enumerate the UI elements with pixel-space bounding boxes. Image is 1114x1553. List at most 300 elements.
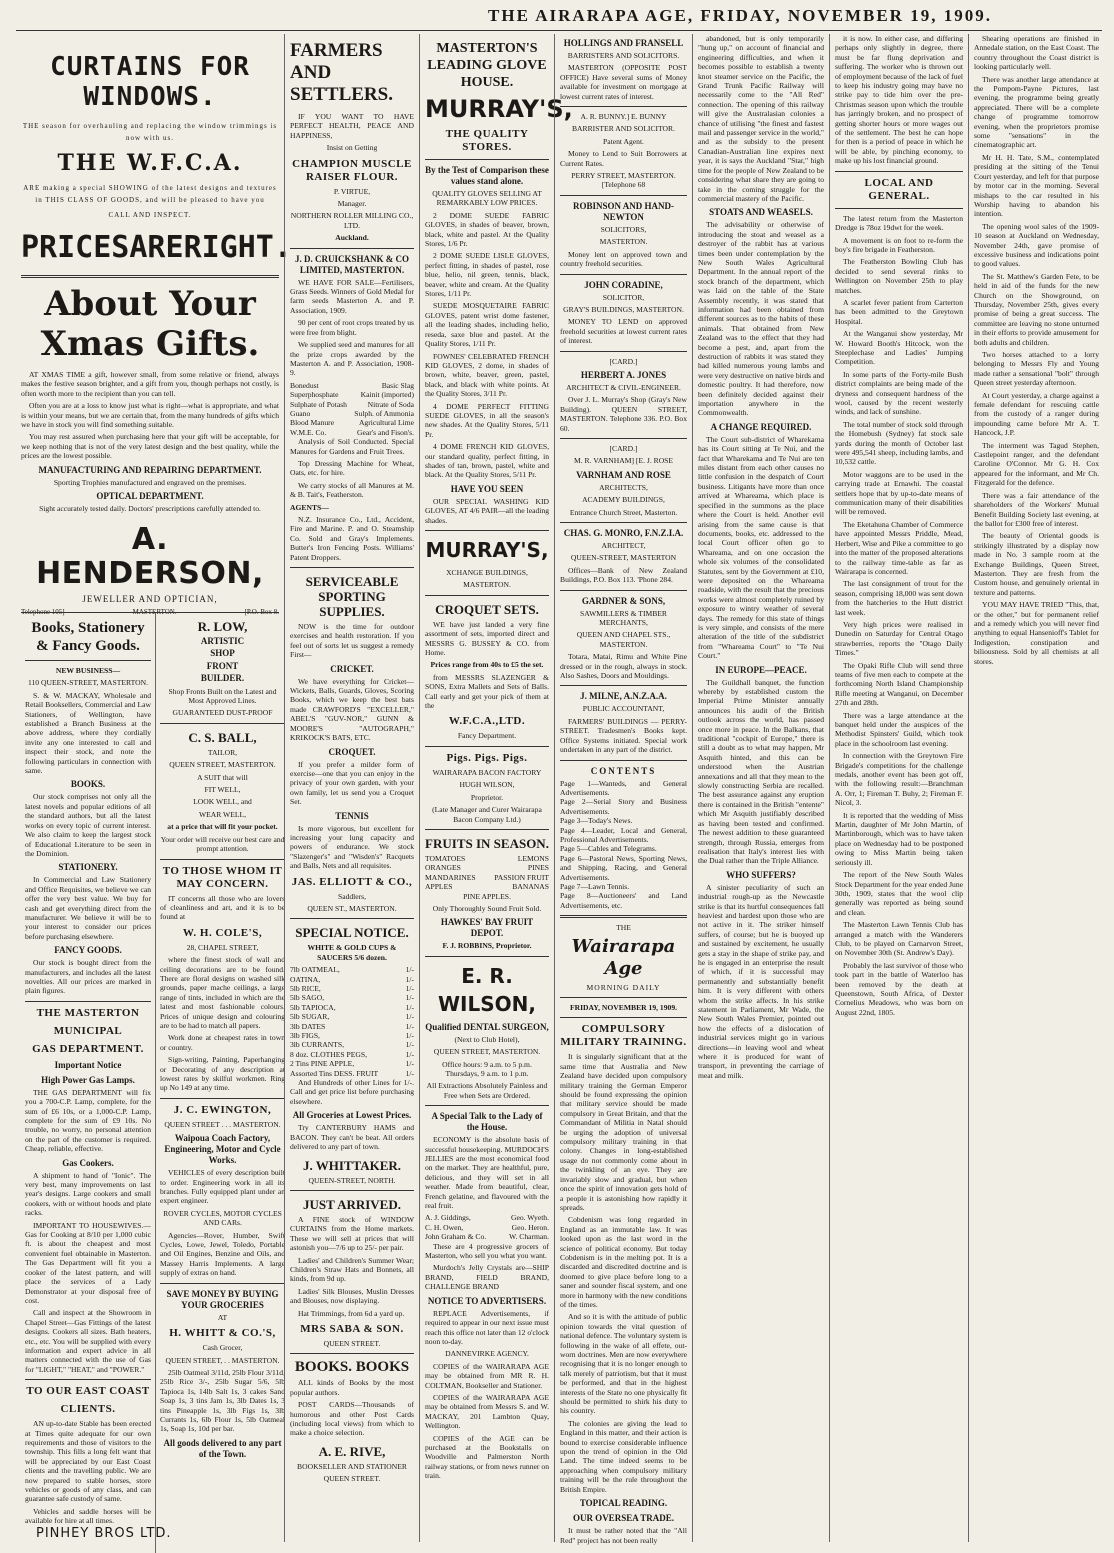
copies-text: COPIES of the WAIRARAPA AGE may be obtained from Messrs S. and W. MACKAY, 201 Lambton Quay, Wellington. — [425, 1392, 549, 1431]
list-item — [425, 873, 549, 882]
xmas-text-2: Often you are at a loss to know just what is right—what is appropriate, and what is within your means, but we are certain that, from the many hundreds of gifts which we have in stock you will find something suitable. — [21, 401, 279, 430]
list-item-left: W.M.E. Co. — [290, 427, 327, 437]
divider — [560, 590, 687, 591]
list-item-left: Bonedust — [290, 380, 319, 390]
divider — [425, 829, 549, 830]
henderson-box: [P.O. Box 8. — [244, 607, 279, 616]
column-2 — [284, 34, 419, 1542]
queen-street-address: 110 QUEEN-STREET, MASTERTON. — [27, 678, 149, 688]
wfca-text: ARE making a special SHOWING of the latest designs and textures in THIS CLASS OF GOODS, and will be pleased to have you — [23, 184, 277, 204]
list-item — [425, 882, 549, 891]
divider — [835, 171, 963, 172]
suit-line-3: LOOK WELL, and — [193, 797, 252, 807]
gardner-text: Totara, Matai, Rimu and White Pine dressed or in the rough, always in stock. Also Sashes, Doors and Mouldings. — [560, 652, 687, 681]
divider — [290, 1353, 414, 1354]
wilson-heading: E. R. WILSON, — [438, 963, 536, 1016]
croquet-heading: CROQUET. — [328, 746, 376, 757]
whittaker-address: QUEEN-STREET, NORTH. — [308, 1175, 396, 1185]
list-item: Page 7—Lawn Tennis. — [560, 881, 630, 891]
prices-word-3: RIGHT. — [183, 230, 292, 265]
list-item-right: W. Charman. — [508, 1232, 549, 1242]
ewington-text: VEHICLES of every description built to order. Engineering work in all its branches. Fully equipped plant under an expert engineer. — [160, 1168, 285, 1206]
gas-text-4: Call and inspect at the Showroom in Chapel Street—Gas Fittings of the latest designs. Cookers all sizes. Bath heaters, etc., etc. You will be supplied with every information and expert advice in all matters connected with the use of Gas for "LIGHT," "HEAT," and "POWER." — [25, 1308, 151, 1374]
news-item: The beauty of Oriental goods is strikingly illustrated by a display now made in No. 3 sample room at the Exchange Buildings, Queen Street, Masterton. They are fresh from the Custom house, and genuinely oriental in texture and patterns. — [974, 531, 1099, 597]
auckland: Auckland. — [335, 233, 369, 243]
news-item: The Masterton Lawn Tennis Club has arranged a match with the Wanderers Club, to be played on Carnarvon Street, on November 30th (St. Andrew's Day). — [835, 920, 963, 958]
croquet-sets-text: WE have just landed a very fine assortment of sets, imported direct and MESSRS G. BUSSEY & CO. from Home. — [425, 619, 549, 658]
w-f-c-a-advert — [21, 52, 292, 616]
list-item — [425, 863, 549, 872]
hollings-text: MASTERTON (OPPOSITE POST OFFICE) Have several sums of Money available for investment on mortgage at lowest current rates of interest. — [560, 63, 687, 101]
list-item-price: 1/- — [405, 1021, 414, 1031]
whitt-trade: Cash Grocer, — [202, 1343, 243, 1353]
list-item-left: John Graham & Co. — [425, 1232, 487, 1242]
stoats-text: The advisability or otherwise of introducing the stoat and weasel as a destroyer of the rabbit has at various times been under contemplation by the New South Wales Agricultural Department. In the annual report of the stock branch of the department, which was laid on the table of the State Assembly recently, it was stated that information had been obtained from different sources as to the habits of these animals. That obtained from New Zealand was to the effect that they had become a pest, and, apart from the destruction of rabbits it was stated they had killed numerous young lambs and were very destructive on native birds and domestic poultry. It had therefore, now been definitely decided against their importation anywhere in the Commonwealth. — [698, 220, 824, 418]
curtains-text: THE season for overhauling and replacing the window trimmings is now with us. — [22, 122, 278, 142]
column-5 — [692, 34, 829, 1542]
list-item — [290, 984, 414, 993]
list-item-left: MANDARINES — [425, 872, 476, 882]
divider — [425, 159, 549, 160]
delivered-line: All goods delivered to any part of the Town. — [163, 1437, 282, 1459]
milne-trade: PUBLIC ACCOUNTANT, — [582, 704, 665, 714]
list-item — [425, 854, 549, 863]
elliott-trade: Saddlers, — [337, 891, 367, 901]
rive-heading: A. E. RIVE, — [318, 1443, 386, 1459]
special-notice-heading: SPECIAL NOTICE. — [295, 925, 409, 941]
bunny-trade: BARRISTER AND SOLICITOR. — [571, 124, 676, 134]
ball-address: QUEEN STREET, MASTERTON. — [169, 760, 276, 770]
ball-heading: C. S. BALL, — [188, 729, 257, 745]
manufacturing-text: Sporting Trophies manufactured and engraved on the premises. — [53, 477, 247, 487]
divider — [560, 438, 687, 439]
list-item — [290, 418, 414, 427]
fertiliser-list — [290, 381, 414, 437]
virtue-title: Manager. — [337, 199, 367, 209]
bunny-text: Money to Lend to Suit Borrowers at Current Rates. — [560, 149, 687, 168]
suffers-text: A sinister peculiarity of such an industrial rough-up as the Newcastle strike is that its hurtful consequences fall heaviest and hardest upon those who are not active in it. The striker himself suffers, of course; but he is buoyed up and sustained by excitement, he usually gets a stay in the shape of strike pay, and he is engaged in an enterprise the result of which, if it is successful may permanently and substantially benefit him. It is very different with others whom the strike affects. In his strike statement in Parliament, Mr Wade, the New South Wales Premier, pointed out how the effects of a dislocation of industrial services might go in various directions—in leaving wool and wheat where it is produced for want of transport, in preventing the carriage of meat and milk. — [698, 882, 824, 1080]
news-item: Probably the last survivor of those who took part in the battle of Waterloo has been removed by the death at Queenstown, South Africa, of Dexter Cornelius Meadows, who was born on August 22nd, 1805. — [835, 960, 963, 1017]
news-item: There was a fair attendance of the shareholders of the Workers' Mutual Benefit Building Society last evening, at the ballot for £300 free of interest. — [974, 490, 1099, 528]
divider — [560, 195, 687, 196]
just-arrived-text-2: Ladies' and Children's Summer Wear; Children's Straw Hats and Bonnets, all kinds, from 9d up. — [290, 1255, 414, 1284]
special-text-2: And Hundreds of other Lines for 1/-. Call and get price list before purchasing elsewhere. — [290, 1078, 414, 1106]
waipoua-heading: Waipoua Coach Factory, Engineering, Motor and Cycle Works. — [164, 1133, 281, 1166]
gas-heading-3: GAS DEPARTMENT. — [32, 1042, 144, 1055]
henderson-trade: JEWELLER AND OPTICIAN, — [82, 594, 218, 605]
list-item-left: ORANGES — [425, 863, 461, 873]
news-item: The opening wool sales of the 1909-10 season at Auckland on Wednesday, November 24th, gave promise of excessive business and indications point to good values. — [974, 221, 1099, 269]
list-item-name: 7lb OATMEAL, — [290, 965, 340, 975]
books-subheading: BOOKS. — [70, 779, 106, 790]
list-item — [425, 1223, 549, 1232]
croquet-sets-text-3: from MESSRS SLAZENGER & SONS, Extra Mallets and Sets of Balls. Call early and get your pick of them at the — [425, 672, 549, 711]
varnham-heading: VARNHAM AND ROSE — [576, 469, 671, 480]
list-item-price: 1/- — [405, 965, 414, 975]
divider — [160, 1098, 285, 1099]
news-item: The last consignment of trout for the season, comprising 18,000 was sent down from the hatcheries to the Hutt district last week. — [835, 579, 963, 617]
pigs-heading: Pigs. Pigs. Pigs. — [446, 751, 528, 764]
list-item-right: PINES — [527, 863, 549, 873]
suit-line-4: WEAR WELL, — [198, 809, 247, 819]
prices-word-1: PRICES — [21, 230, 130, 265]
news-item: In some parts of the Forty-mile Bush district complaints are being made of the dryness and consequent hardness of the wool, caused by the recent westerly winds, and lack of sunshine. — [835, 369, 963, 417]
save-money-heading: SAVE MONEY BY BUYING YOUR GROCERIES — [166, 1288, 279, 1310]
whittaker-heading: J. WHITTAKER. — [302, 1157, 402, 1173]
dust-proof: GUARANTEED DUST-PROOF — [172, 708, 273, 718]
news-item: Shearing operations are finished in Annedale station, on the East Coast. The country throughout the Coast district is looking particularly well. — [974, 34, 1099, 72]
glove-item: 2 DOME SUEDE FABRIC GLOVES, in shades of beaver, brown, black, white and pastel. At the Quality Stores, 1/6 Pr. — [425, 210, 549, 249]
concern-text: IT concerns all those who are lovers of cleanliness and art, and it is to be found at — [160, 893, 285, 922]
just-arrived-text-4: Hat Trimmings, from 6d a yard up. — [298, 1308, 405, 1318]
low-heading: R. LOW, — [197, 619, 248, 634]
news-item: The Eketahuna Chamber of Commerce have appointed Messrs Priddle, Mead, Herbert, Wise and Pike a committee to go into the matter of the proposed alterations to the railway time-table as far as Wairarapa is concerned. — [835, 519, 963, 576]
compulsory-heading: COMPULSORY MILITARY TRAINING. — [560, 1023, 687, 1049]
murrays-address: MASTERTON. — [463, 580, 511, 590]
tennis-heading: TENNIS — [335, 810, 369, 821]
news-item: The interment was Tagud Stephen, Castlepoint ranger, and the defendant Caroline O'Connor. Mr G. H. Cox appeared for the informant, and Mr Ch. Fitzgerald for the defence. — [974, 440, 1099, 488]
list-item: Page 6—Pastoral News, Sporting News, and Shipping, Racing, and General Advertisements. — [560, 853, 687, 882]
europe-text: The Guildhall banquet, the function whereby by established custom the Imperial Prime Minister annually announces his audit of the British outlook across the world, has passed once more in peace. In the Balkans, that traditional "cockpit of Europe," there is still a doubt as to what may happen, Mr Asquith hinted, and this can be understood when the Austrian annexations and all that they mean to the slowly constructing Serbia are recalled. The best assurance against any eruption there is contained in the British "entente" which Mr Asquith justifiably described as having been tested and confirmed. The newest addition to these guaranteed strength, through Russia, emerges from realisation that Italy's interest lies with the Dual rather than the Triple Alliance. — [698, 677, 824, 866]
list-item — [290, 1012, 414, 1021]
list-item-right: LEMONS — [517, 853, 549, 863]
list-item-name: 5lb TAPIOCA, — [290, 1002, 336, 1012]
divider — [560, 106, 687, 107]
list-item-name: 3lb DATES — [290, 1021, 326, 1031]
special-text-3: Try CANTERBURY HAMS and BACON. They can't be beat. All orders delivered to any part of town. — [290, 1123, 414, 1152]
special-cups: WHITE & GOLD CUPS & SAUCERS 5/6 dozen. — [307, 943, 397, 962]
lowest-prices: All Groceries at Lowest Prices. — [292, 1110, 412, 1121]
divider — [560, 997, 687, 998]
divider — [25, 1001, 151, 1002]
news-item: Two horses attached to a lorry belonging to Messrs Fly and Young made rather a sensational "bolt" through Queen street yesterday afternoon. — [974, 350, 1099, 388]
glove-item: 4 DOME PERFECT FITTING SUEDE GLOVES, in all the season's new shades. At the Quality Stores, 5/11 Pr. — [425, 401, 549, 439]
list-item — [290, 1069, 414, 1078]
monro-trade: ARCHITECT, — [601, 541, 646, 550]
list-item: Page 4—Leader, Local and General, Professional Advertisements. — [560, 825, 687, 844]
masthead: THE AIRARAPA AGE, FRIDAY, NOVEMBER 19, 1909. — [488, 6, 992, 25]
postcards-text: POST CARDS—Thousands of humorous and other Post Cards (including local views) from which to make a choice selection. — [290, 1400, 414, 1438]
list-item-left: C. H. Owen, — [425, 1222, 464, 1232]
notice-text: REPLACE Advertisements, if required to appear in our next issue must reach this office not later than 12 o'clock noon to-day. — [425, 1308, 549, 1346]
xmas-text-3: You may rest assured when purchasing here that your gift will be acceptable, for we keep nothing that is not of the very latest design and the best quality, while the prices are the lowest possible. — [21, 432, 279, 461]
comparison-heading: By the Test of Comparison these values stand alone. — [425, 165, 549, 186]
stationery-text: In Commercial and Law Stationery and Office Requisites, we believe we can offer the very best value. We buy for cash and get everything direct from the manufacturer. We believe it will be to your interest to consider our prices before purchasing elsewhere. — [25, 875, 151, 941]
news-item: YOU MAY HAVE TRIED "This, that, or the other," but for permanent relief and a remedy which you will never find anything to equal Hansenioff's Tablet for Indigestion, constipation and biliousness. Sold by all chemists at all stores. — [974, 600, 1099, 666]
paper-title: Wairarapa Age — [571, 935, 676, 979]
cruickshank-text-3: We supplied seed and manures for all the prize crops awarded by the Masterton A. and P. Association, 1908-9. — [290, 340, 414, 378]
perry-street: PERRY STREET, MASTERTON. [Telephone 68 — [571, 171, 676, 190]
divider — [560, 274, 687, 275]
bunny-names: A. R. BUNNY.] E. BUNNY — [580, 112, 667, 122]
list-item-price: 1/- — [405, 1012, 414, 1022]
hugh-wilson: HUGH WILSON, — [459, 780, 515, 790]
east-coast-text-2: Vehicles and saddle horses will be available for hire at all times. — [25, 1506, 151, 1526]
list-item: Page 2—Serial Story and Business Advertisements. — [560, 797, 687, 816]
grocer-list — [425, 1213, 549, 1241]
xmas-heading: About Your Xmas Gifts. — [40, 284, 260, 364]
concern-heading: TO THOSE WHOM IT MAY CONCERN. — [162, 864, 283, 890]
whitt-address: QUEEN STREET, . . MASTERTON. — [165, 1355, 280, 1365]
east-coast-heading-2: CLIENTS. — [60, 1403, 116, 1416]
column-7 — [968, 34, 1104, 1542]
rive-trade: BOOKSELLER AND STATIONER — [297, 1461, 407, 1471]
divider — [160, 859, 285, 860]
hollings-heading: HOLLINGS AND FRANSELL — [563, 38, 684, 48]
divider — [290, 1190, 414, 1191]
list-item: Page 1—Wanteds, and General Advertisements. — [560, 778, 687, 797]
robbins: F. J. ROBBINS, Proprietor. — [442, 941, 532, 951]
news-item: Mr H. H. Tate, S.M., contemplated presiding at the sitting of the Tenui Court yesterday, and left for that purpose by motor car in the morning. Several mishaps to the car resulted in his Worship having to abandon his intention. — [974, 152, 1099, 219]
henderson-town: MASTERTON. — [132, 607, 177, 616]
special-talk-heading: A Special Talk to the Lady of the House. — [431, 1111, 543, 1133]
news-item: The Featherston Bowling Club has decided to send several rinks to Wellington on November 25th to play matches. — [835, 257, 963, 295]
list-item-price: 1/- — [405, 974, 414, 984]
divider — [425, 595, 549, 596]
manufacturing-heading: MANUFACTURING AND REPAIRING DEPARTMENT. — [38, 464, 262, 475]
list-item-name: 8 doz. CLOTHES PEGS, — [290, 1049, 367, 1059]
elliott-address: QUEEN ST., MASTERTON. — [307, 903, 397, 913]
saba-heading: MRS SABA & SON. — [300, 1322, 404, 1335]
local-general-heading: LOCAL AND GENERAL. — [864, 176, 934, 202]
high-power-lamps: High Power Gas Lamps. — [41, 1074, 135, 1085]
compulsory-text-3: And so it is with the attitude of public opinion towards the vital question of national defence. The voluntary system is following in the wake of all effete, out-worn doctrines. Men are now everywhere recognising that it is no longer enough to talk merely of patriotism, but that it must be performed, and that in the highest interests of the State no one physically fit should be permitted to shirk his duty to his country. — [560, 1312, 687, 1416]
list-item-price: 1/- — [405, 1002, 414, 1012]
list-item-name: 5lb SUGAR, — [290, 1012, 330, 1022]
academy-address: Entrance Church Street, Masterton. — [569, 507, 678, 517]
divider — [425, 530, 549, 531]
pine-apples: PINE APPLES. — [463, 891, 511, 901]
divider — [21, 275, 279, 278]
compulsory-text-4: The colonies are giving the lead to England in this matter, and their action is bound to exercise considerable influence upon the trend of opinion in the Old Land. The time indeed seems to be approaching when compulsory military training will be the rule throughout the British Empire. — [560, 1418, 687, 1494]
elliott-heading: JAS. ELLIOTT & CO., — [291, 875, 413, 888]
agents-text: N.Z. Insurance Co., Ltd., Accident, Fire and Marine. P. and O. Steamship Co. Sold and Gray's Implements. Butter's Iron Fencing Posts. Williams' Patent Droppers. — [290, 515, 414, 562]
coradine-address: GRAY'S BUILDINGS, MASTERTON. — [563, 304, 684, 314]
news-item: The Opaki Rifle Club will send three teams of five men each to compete at the forthcoming North Island Championship Rifle meeting at Wanganui, on December 27th and 28th. — [835, 660, 963, 708]
list-item-right: Sulph. of Ammonia — [354, 408, 414, 418]
change-text: The Court sub-district of Wharekama has its Court sitting at Te Nui, and the fact that Wharekama and Te Nui are ten miles distant from each other causes no little confusion in the despatch of Court business. Litigants have more than once arrived at Whareama, which place is specified in the summons as the place where the Court is held. Another evil arising from the same cause is that documents, books, etc. addressed to the local Court officer often go to Whareama, and on one occasion the whole six volumes of the consolidated Statutes, sent by the Government at £10, were deposited on the Whareama roadside, with the result that the precious works were almost completely ruined by exposure to wintry weather of several days. The remedy for this state of things is very simple, and consists of the mere alteration of the title of the subdistrict from "Whareama Court" to "Te Nui Court." — [698, 434, 824, 661]
list-item — [290, 428, 414, 437]
list-item — [290, 1022, 414, 1031]
robinson-text: Money lent on approved town and country freehold securities. — [560, 249, 687, 269]
henderson-name: A. HENDERSON, — [36, 522, 264, 592]
cruickshank-text-2: 90 per cent of root crops treated by us were free from blight. — [290, 318, 414, 337]
gas-heading-1: THE MASTERTON — [36, 1006, 140, 1019]
list-item-right: Geo. Wyeth. — [511, 1213, 549, 1223]
list-item-name: 2 Tins PINE APPLE, — [290, 1059, 355, 1069]
list-item-right: Geo. Heron. — [511, 1222, 549, 1232]
grocery-list — [290, 965, 414, 1078]
list-item-price: 1/- — [405, 1049, 414, 1059]
divider — [290, 248, 414, 249]
just-arrived-text-3: Ladies' Silk Blouses, Muslin Dresses and Blouses, now displaying. — [290, 1286, 414, 1306]
stationery-subheading: STATIONERY. — [58, 862, 118, 873]
east-coast-heading-1: TO OUR EAST COAST — [26, 1385, 150, 1398]
champion-flour: CHAMPION MUSCLE RAISER FLOUR. — [292, 157, 412, 183]
list-item — [290, 993, 414, 1002]
list-item-name: 5lb RICE, — [290, 984, 321, 993]
news-item: The total number of stock sold through the Homebush (Sydney) fat stock sale yards during the month of October last were 495,541 sheep, including lambs, and 10,532 cattle. — [835, 419, 963, 467]
list-item-right: Nitrate of Soda — [367, 399, 414, 409]
list-item — [290, 1031, 414, 1040]
glove-item: SUEDE MOSQUETAIRE FABRIC GLOVES, patent wrist dome fastener, all the leading shades, including helio, reseda, saxe blue and pastel. At the Quality Stores, 1/11 Pr. — [425, 301, 549, 349]
ball-trade: TAILOR, — [207, 747, 238, 757]
list-item — [290, 1059, 414, 1068]
divider — [560, 522, 687, 523]
bacon-factory: WAIRARAPA BACON FACTORY — [432, 767, 542, 777]
divider — [560, 351, 687, 352]
whitt-heading: H. WHITT & CO.'S, — [169, 1327, 276, 1340]
sporting-text: NOW is the time for outdoor exercises and health restoration. If you feel out of sorts let us suggest a remedy First— — [290, 622, 414, 660]
rive-address: QUEEN STREET. — [323, 1474, 381, 1484]
milne-text: FARMERS' BUILDINGS — PERRY-STREET. Tradesmen's Books kept. Office Systems initiated. Special work undertaken in any part of the district. — [560, 716, 687, 755]
special-talk-text-3: Murdoch's Jelly Crystals are—SHIP BRAND, FIELD BRAND, CHALLENGE BRAND — [425, 1263, 549, 1292]
have-you-seen: HAVE YOU SEEN — [450, 483, 524, 494]
list-item — [290, 965, 414, 974]
contents-list — [560, 779, 687, 911]
divider — [560, 915, 687, 918]
northern-milling: NORTHERN ROLLER MILLING CO., LTD. — [290, 211, 414, 230]
save-at: AT — [217, 1312, 228, 1322]
list-item-price: 1/- — [405, 1040, 414, 1050]
cruickshank-text-4: Analysis of Soil Conducted. Special Manures for Gardens and Fruit Trees. — [290, 437, 414, 456]
news-item: It is reported that the wedding of Miss Martin, daughter of Mr John Martin, of Martinborough, which was to have taken place on Wednesday had to be postponed owing to Miss Martin being taken seriously ill. — [835, 810, 963, 867]
murrays-heading-2: MURRAY'S, — [425, 538, 549, 562]
strike-continued: it is now. In either case, and differing perhaps only slightly in degree, there must be far flung deprivation and suffering. The worker who is thrown out of employment because of the lack of fuel to keep his industry going may have no strike pay to tide him over the pre-Christmas season upon which the trouble has jarringly broken, and no prospect of getting shorter hours or more wages out of the settlement. The best he can hope for then is a period of peace in which he will be able, by pinching economy, to make up his lost financial ground. — [835, 34, 963, 166]
cruickshank-heading: J. D. CRUICKSHANK & CO LIMITED, MASTERTON. — [294, 253, 409, 275]
list-item-left: Sulphate of Potash — [290, 399, 347, 409]
gardner-heading: GARDNER & SONS, — [581, 595, 666, 606]
list-item-right: Agricultural Lime — [358, 418, 414, 428]
robinson-trade: SOLICITORS, — [600, 224, 647, 234]
divider — [835, 208, 963, 209]
fruit-list — [425, 854, 549, 892]
dental-surgeon: Qualified DENTAL SURGEON, — [425, 1021, 549, 1032]
low-line-4: BUILDER. — [200, 673, 245, 684]
glove-item: 2 DOME SUEDE LISLE GLOVES, perfect fitting, in shades of pastel, rose blue, helio, nil green, tennis, black, beaver, white and cream. At the Quality Stores, 1/11 Pr. — [425, 251, 549, 299]
news-item: Motor waggons are to be used in the carrying trade at Ernawhi. The coastal settlers hope that by up-to-date means of communication many of their disabilities will be removed. — [835, 469, 963, 517]
list-item-right: PASSION FRUIT — [494, 872, 549, 882]
optical-heading: OPTICAL DEPARTMENT. — [96, 491, 204, 502]
column-3 — [419, 34, 573, 1542]
contents-heading: CONTENTS — [590, 765, 657, 776]
coradine-text: MONEY TO LEND on approved freehold securities at lowest current rates of interest. — [560, 317, 687, 346]
cole-text-3: Sign-writing, Painting, Paperhanging or Decorating of any description at lowest rates by skilful workmen. Ring up No 149 at any time. — [160, 1055, 285, 1093]
card-label: [CARD.] — [609, 443, 638, 453]
books-stationery-heading: Books, Stationery & Fancy Goods. — [31, 620, 145, 654]
jones-trade: ARCHITECT & CIVIL-ENGINEER. — [566, 382, 681, 392]
murrays-heading: MURRAY'S, — [425, 95, 573, 123]
column-1-lower — [21, 612, 285, 1553]
topical-heading: TOPICAL READING. — [579, 1498, 668, 1509]
divider — [425, 1105, 549, 1106]
divider — [160, 723, 285, 724]
list-item-left: Superphosphate — [290, 390, 339, 400]
agents-label: AGENTS— — [290, 502, 329, 512]
stoats-heading: STOATS AND WEASELS. — [709, 207, 813, 218]
ewington-heading: J. C. EWINGTON, — [173, 1103, 272, 1116]
gas-cookers-heading: Gas Cookers. — [62, 1157, 114, 1168]
books-heading: BOOKS. BOOKS — [294, 1359, 410, 1376]
list-item — [425, 1213, 549, 1222]
compulsory-text-1: It is singularly significant that at the same time that Australia and New Zealand have decided upon compulsory military training the German Emperor should be found expressing the opinion that military service should be made compulsory in Great Britain, and that the Commandant of Militia in Natal should be urging the adoption of universal compulsory military training in that colony. Changes in long-established usage do not commonly come about in the twinkling of an eye. They are invariably slow and gradual, but when once the spirit of innovation gets hold of a people it is astonishing how rapidly it spreads. — [560, 1052, 687, 1212]
list-item — [290, 409, 414, 418]
copies-text-2: COPIES of the AGE can be purchased at the Bookstalls on Woodville and Palmerston North railway stations, or from news runner on train. — [425, 1433, 549, 1481]
varnham-names: M. R. VARNHAM] [E. J. ROSE — [573, 456, 674, 466]
list-item-left: APPLES — [425, 882, 453, 892]
dateline: FRIDAY, NOVEMBER 19, 1909. — [569, 1003, 678, 1012]
list-item — [290, 400, 414, 409]
suit-line-1: A SUIT that will — [197, 772, 248, 782]
suit-line-2: FIT WELL, — [204, 785, 241, 795]
jones-heading: HERBERT A. JONES — [580, 369, 667, 380]
croquet-prices: Prices range from 40s to £5 the set. — [430, 660, 544, 670]
rover-heading: ROVER CYCLES, MOTOR CYCLES AND CARs. — [163, 1208, 282, 1228]
list-item: Page 8—Auctioneers' and Land Advertisements, etc. — [560, 891, 687, 910]
monro-address: QUEEN-STREET, MASTERTON — [570, 553, 677, 563]
fruits-heading: FRUITS IN SEASON. — [425, 835, 549, 851]
fancy-department: Fancy Department. — [457, 731, 517, 741]
just-arrived-text: A FINE stock of WINDOW CURTAINS from the Home markets. These we will sell at prices that will astonish you—7/6 up to 25/- per pair. — [290, 1214, 414, 1253]
gloves-lead: QUALITY GLOVES SELLING AT REMARKABLY LOW PRICES. — [432, 189, 542, 208]
whitt-text: 25lb Oatmeal 3/11d, 25lb Flour 3/11d, 25lb Rice 3/-, 25lb Sugar 5/6, 5lb Tapioca 1s, 14lb Salt 1s, 3 cakes Sand Soap 1s, 3 tins Jam 1s, 3lb Dates 1s, 3 tins Pineapple 1s, 3lb Figs 1s, 3lb Currants 1s, 6lb Flour 1s, 5lb Oatmeal 1s, Soap 1s, 10d per bar. — [160, 1367, 285, 1434]
washing-gloves: OUR SPECIAL WASHING KID GLOVES, AT 4/6 PAIR—all the leading shades. — [425, 496, 549, 525]
henderson-phone: Telephone 105] — [21, 607, 65, 616]
cricket-text: We have everything for Cricket—Wickets, Balls, Guards, Gloves, Scoring Books, which we keep the best bats made CRAWFORD'S "EXCELLER," ABEL'S "GUV-NOR," GUNN & MOORE'S "AUTOGRAPH," KRIKOCK'S BATS, ETC. — [290, 676, 414, 743]
list-item — [290, 1003, 414, 1012]
news-item: At the Wanganui show yesterday, Mr W. Howard Booth's Hitcock, won the Steeplechase and Ladies' Jumping Competition. — [835, 329, 963, 367]
low-line-3: FRONT — [206, 660, 239, 671]
fruit-text: Only Thoroughly Sound Fruit Sold. — [432, 903, 542, 913]
dannevirke-agency: DANNEVIRKE AGENCY. — [445, 1349, 529, 1359]
quality-stores: THE QUALITY STORES. — [445, 128, 529, 153]
order-text: Your order will receive our best care and prompt attention. — [160, 834, 285, 854]
column-1a — [21, 613, 155, 1553]
farmers-heading: FARMERS AND SETTLERS. — [290, 40, 393, 105]
list-item-name: OATINA, — [290, 974, 321, 984]
pigs-text-2: (Late Manager and Curer Wairarapa Bacon Company Ltd.) — [432, 805, 542, 824]
extractions: All Extractions Absolutely Painless and Free when Sets are Ordered. — [426, 1081, 548, 1100]
prices-row — [21, 230, 292, 265]
list-item-right: Kainit (imported) — [360, 390, 414, 400]
divider — [290, 918, 414, 919]
just-arrived-heading: JUST ARRIVED. — [302, 1196, 401, 1212]
wfca-ltd: W.F.C.A.,LTD. — [448, 715, 526, 728]
masthead-rule — [16, 30, 1102, 31]
ewington-text-2: Agencies—Rover, Humber, Swift Cycles, Lowe, Jewel, Toledo, Portable and Oil Engines, Benzine and Oils, and Massey Harris Implements. A large supply of extras on hand. — [160, 1230, 285, 1278]
gardner-address: QUEEN AND CHAPEL STS., MASTERTON. — [576, 630, 671, 649]
list-item-name: Assorted Tins DESS. FRUIT — [290, 1068, 379, 1078]
divider — [290, 567, 414, 568]
gardner-trade: SAWMILLERS & TIMBER MERCHANTS, — [579, 608, 667, 628]
card-label: [CARD.] — [609, 356, 638, 366]
cole-text-2: Work done at cheapest rates in town or country. — [160, 1033, 285, 1052]
low-text: Shop Fronts Built on the Latest and Most Approved Lines. — [168, 686, 277, 706]
notice-advertisers: NOTICE TO ADVERTISERS. — [427, 1295, 547, 1306]
dental-next: (Next to Club Hotel), — [454, 1034, 520, 1044]
robinson-heading: ROBINSON AND HAND-NEWTON — [572, 200, 674, 222]
milne-heading: J. MILNE, A.N.Z.A.A. — [580, 691, 667, 702]
patent-agent: Patent Agent. — [603, 136, 644, 146]
news-item: In connection with the Greytown Fire Brigade's competitions for the challenge medals, another event has been got off, with the following result:—Branchman A. Orr, 1; Fireman T. Buhy, 2; Fireman F. Nicol, 3. — [835, 751, 963, 808]
monro-text: Offices—Bank of New Zealand Buildings, P.O. Box 113. 'Phone 284. — [560, 565, 687, 585]
list-item — [290, 1040, 414, 1049]
list-item-price: 1/- — [405, 993, 414, 1003]
books-text: ALL kinds of Books by the most popular authors. — [290, 1378, 414, 1397]
cole-text: where the finest stock of wall and ceiling decorations are to be found. There are floral designs on washed silk grounds, paper mache ceilings, a large range of tints, included in which are the latest and most fashionable colours. Prices of unique design and colouring are to be had to match all papers. — [160, 955, 285, 1030]
list-item: Page 3—Today's News. — [560, 816, 633, 826]
hollings-trade: BARRISTERS AND SOLICITORS. — [567, 51, 680, 60]
